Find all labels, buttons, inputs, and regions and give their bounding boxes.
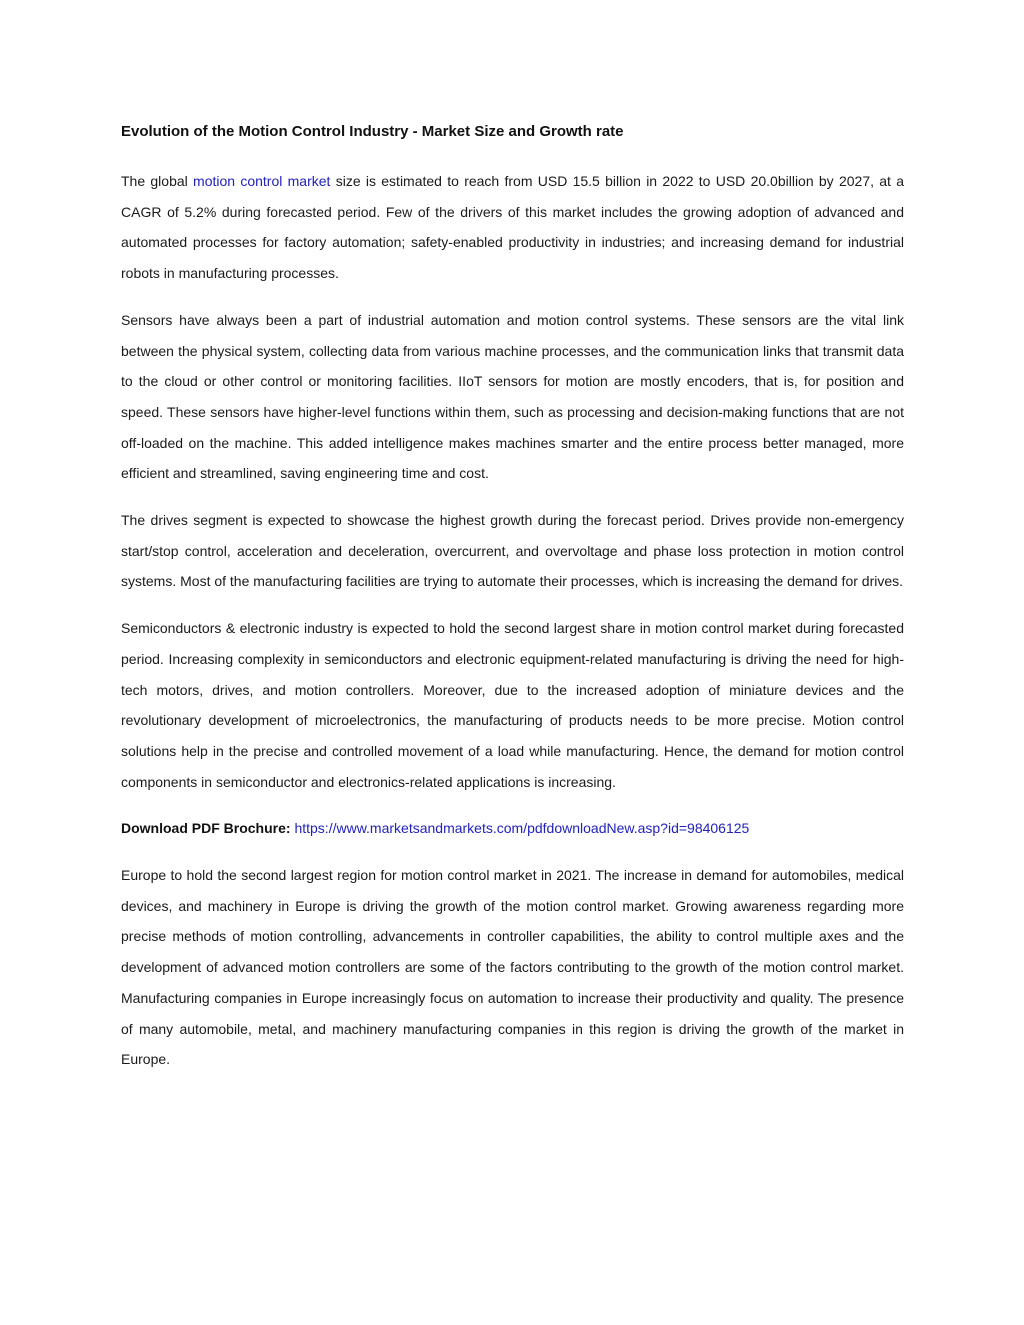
paragraph-market-size [121, 166, 904, 289]
brochure-link[interactable]: https://www.marketsandmarkets.com/pdfdownloadNew.asp?id=98406125 [294, 820, 750, 837]
paragraph-semiconductors: Semiconductors & electronic industry is expected to hold the second largest share in motion control market during forecasted period. Increasing complexity in semiconductors and electronic equipment-related manufacturing is driving the need for high-tech motors, drives, and motion controllers. Moreover, due to the increased adoption of miniature devices and the revolutionary development of microelectronics, the manufacturing of products needs to be more precise. Motion control solutions help in the precise and controlled movement of a load while manufacturing. Hence, the demand for motion control components in semiconductor and electronics-related applications is increasing. [121, 620, 904, 790]
brochure-label: Download PDF Brochure: [121, 820, 291, 837]
paragraph-europe: Europe to hold the second largest region for motion control market in 2021. The increase in demand for automobiles, medical devices, and machinery in Europe is driving the growth of the motion control market. Growing awareness regarding more precise methods of motion controlling, advancements in controller capabilities, the ability to control multiple axes and the development of advanced motion controllers are some of the factors contributing to the growth of the motion control market. Manufacturing companies in Europe increasingly focus on automation to increase their productivity and quality. The presence of many automobile, metal, and machinery manufacturing companies in this region is driving the growth of the market in Europe. [121, 867, 904, 1068]
paragraph-text: The global [121, 173, 194, 189]
paragraph-text: size is estimated to reach from USD 15.5 billion in 2022 to USD 20.0billion by 2027, at a CAGR of 5.2% during forecasted period. Few of the drivers of this market includes the growing adoption of advanced and automated processes for factory automation; safety-enabled productivity in industries; and increasing demand for industrial robots in manufacturing processes. [121, 173, 905, 282]
paragraph-sensors: Sensors have always been a part of industrial automation and motion control systems. These sensors are the vital link between the physical system, collecting data from various machine processes, and the communication links that transmit data to the cloud or other control or monitoring facilities. IIoT sensors for motion are mostly encoders, that is, for position and speed. These sensors have higher-level functions within them, such as processing and decision-making functions that are not off-loaded on the machine. This added intelligence makes machines smarter and the entire process better managed, more efficient and streamlined, saving engineering time and cost. [121, 311, 904, 482]
brochure-line [121, 813, 904, 844]
paragraph-drives: The drives segment is expected to showcase the highest growth during the forecast period. Drives provide non-emergency start/stop control, acceleration and deceleration, overcurrent, and overvoltage and phase loss protection in motion control systems. Most of the manufacturing facilities are trying to automate their processes, which is increasing the demand for drives. [121, 512, 904, 590]
document-title: Evolution of the Motion Control Industry - Market Size and Growth rate [121, 123, 624, 140]
document-body [121, 118, 904, 1091]
motion-control-market-link[interactable]: motion control market [193, 173, 331, 189]
